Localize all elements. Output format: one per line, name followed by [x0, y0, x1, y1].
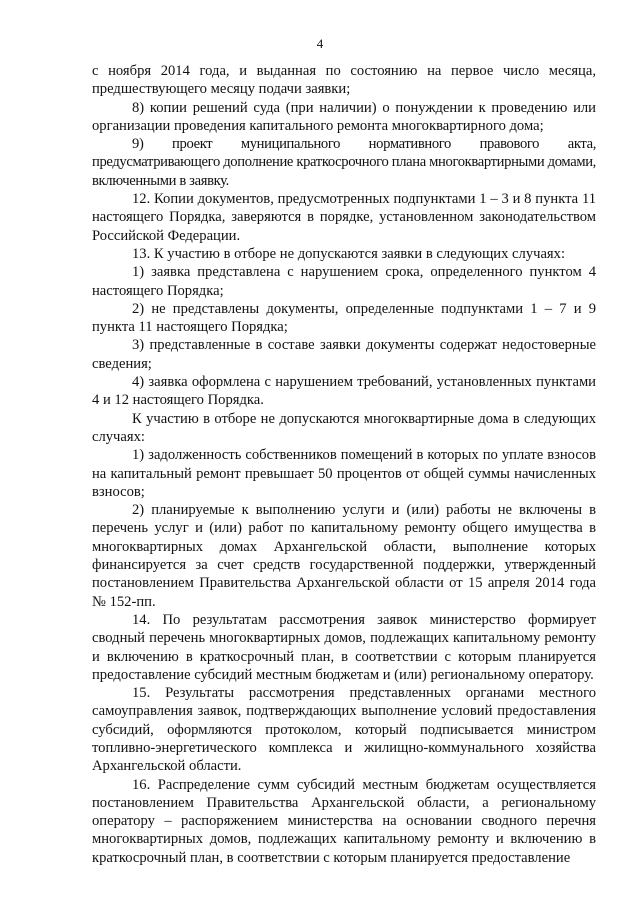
paragraph: с ноября 2014 года, и выданная по состоянию на первое число месяца, предшествующего месяцу подачи заявки; — [92, 63, 596, 98]
document-body — [92, 62, 596, 867]
paragraph: 13. К участию в отборе не допускаются заявки в следующих случаях: — [132, 245, 565, 262]
paragraph: 16. Распределение сумм субсидий местным бюджетам осуществляется постановлением Правительства Архангельской области, а региональному оператору – распоряжением министерства на основании сводного перечня многоквартирных домов, подлежащих капитальному ремонту и включению в краткосрочный план, в соответствии с которым планируется предоставление — [92, 776, 596, 866]
paragraph: 1) задолженность собственников помещений в которых по уплате взносов на капитальный ремонт превышает 50 процентов от общей суммы начисленных взносов; — [92, 447, 596, 500]
paragraph: 2) не представлены документы, определенные подпунктами 1 – 7 и 9 пункта 11 настоящего Порядка; — [92, 300, 596, 336]
paragraph: 8) копии решений суда (при наличии) о понуждении к проведению или организации проведения капитального ремонта многоквартирного дома; — [92, 99, 596, 134]
paragraph: 12. Копии документов, предусмотренных подпунктами 1 – 3 и 8 пункта 11 настоящего Порядка, заверяются в порядке, установленном законодательством Российской Федерации. — [92, 191, 596, 244]
paragraph: 2) планируемые к выполнению услуги и (или) работы не включены в перечень услуг и (или) работ по капитальному ремонту общего имущества в многоквартирных домах Архангельской области, выполнение которых финансируется за счет средств государственной поддержки, утвержденный постановлением Правительства Архангельской области от 15 апреля 2014 года № 152-пп. — [92, 502, 596, 610]
paragraph: 14. По результатам рассмотрения заявок министерство формирует сводный перечень многоквартирных домов, подлежащих капитальному ремонту и включению в краткосрочный план, в соответствии с которым планируется предоставление субсидий местным бюджетам и (или) региональному оператору. — [92, 611, 596, 683]
paragraph: К участию в отборе не допускаются многоквартирные дома в следующих случаях: — [92, 410, 596, 445]
paragraph: 3) представленные в составе заявки документы содержат недостоверные сведения; — [92, 337, 596, 372]
paragraph: 1) заявка представлена с нарушением срока, определенного пунктом 4 настоящего Порядка; — [92, 264, 596, 299]
page-number: 4 — [316, 36, 324, 51]
paragraph: 9) проект муниципального нормативного правового акта, предусматривающего дополнение краткосрочного плана многоквартирными домами, включенными в заявку. — [92, 136, 596, 189]
paragraph: 4) заявка оформлена с нарушением требований, установленных пунктами 4 и 12 настоящего Порядка. — [92, 374, 596, 409]
paragraph: 15. Результаты рассмотрения представленных органами местного самоуправления заявок, подтверждающих выполнение условий предоставления субсидий, оформляются протоколом, который подписывается министром топливно-энергетического комплекса и жилищно-коммунального хозяйства Архангельской области. — [92, 685, 596, 775]
